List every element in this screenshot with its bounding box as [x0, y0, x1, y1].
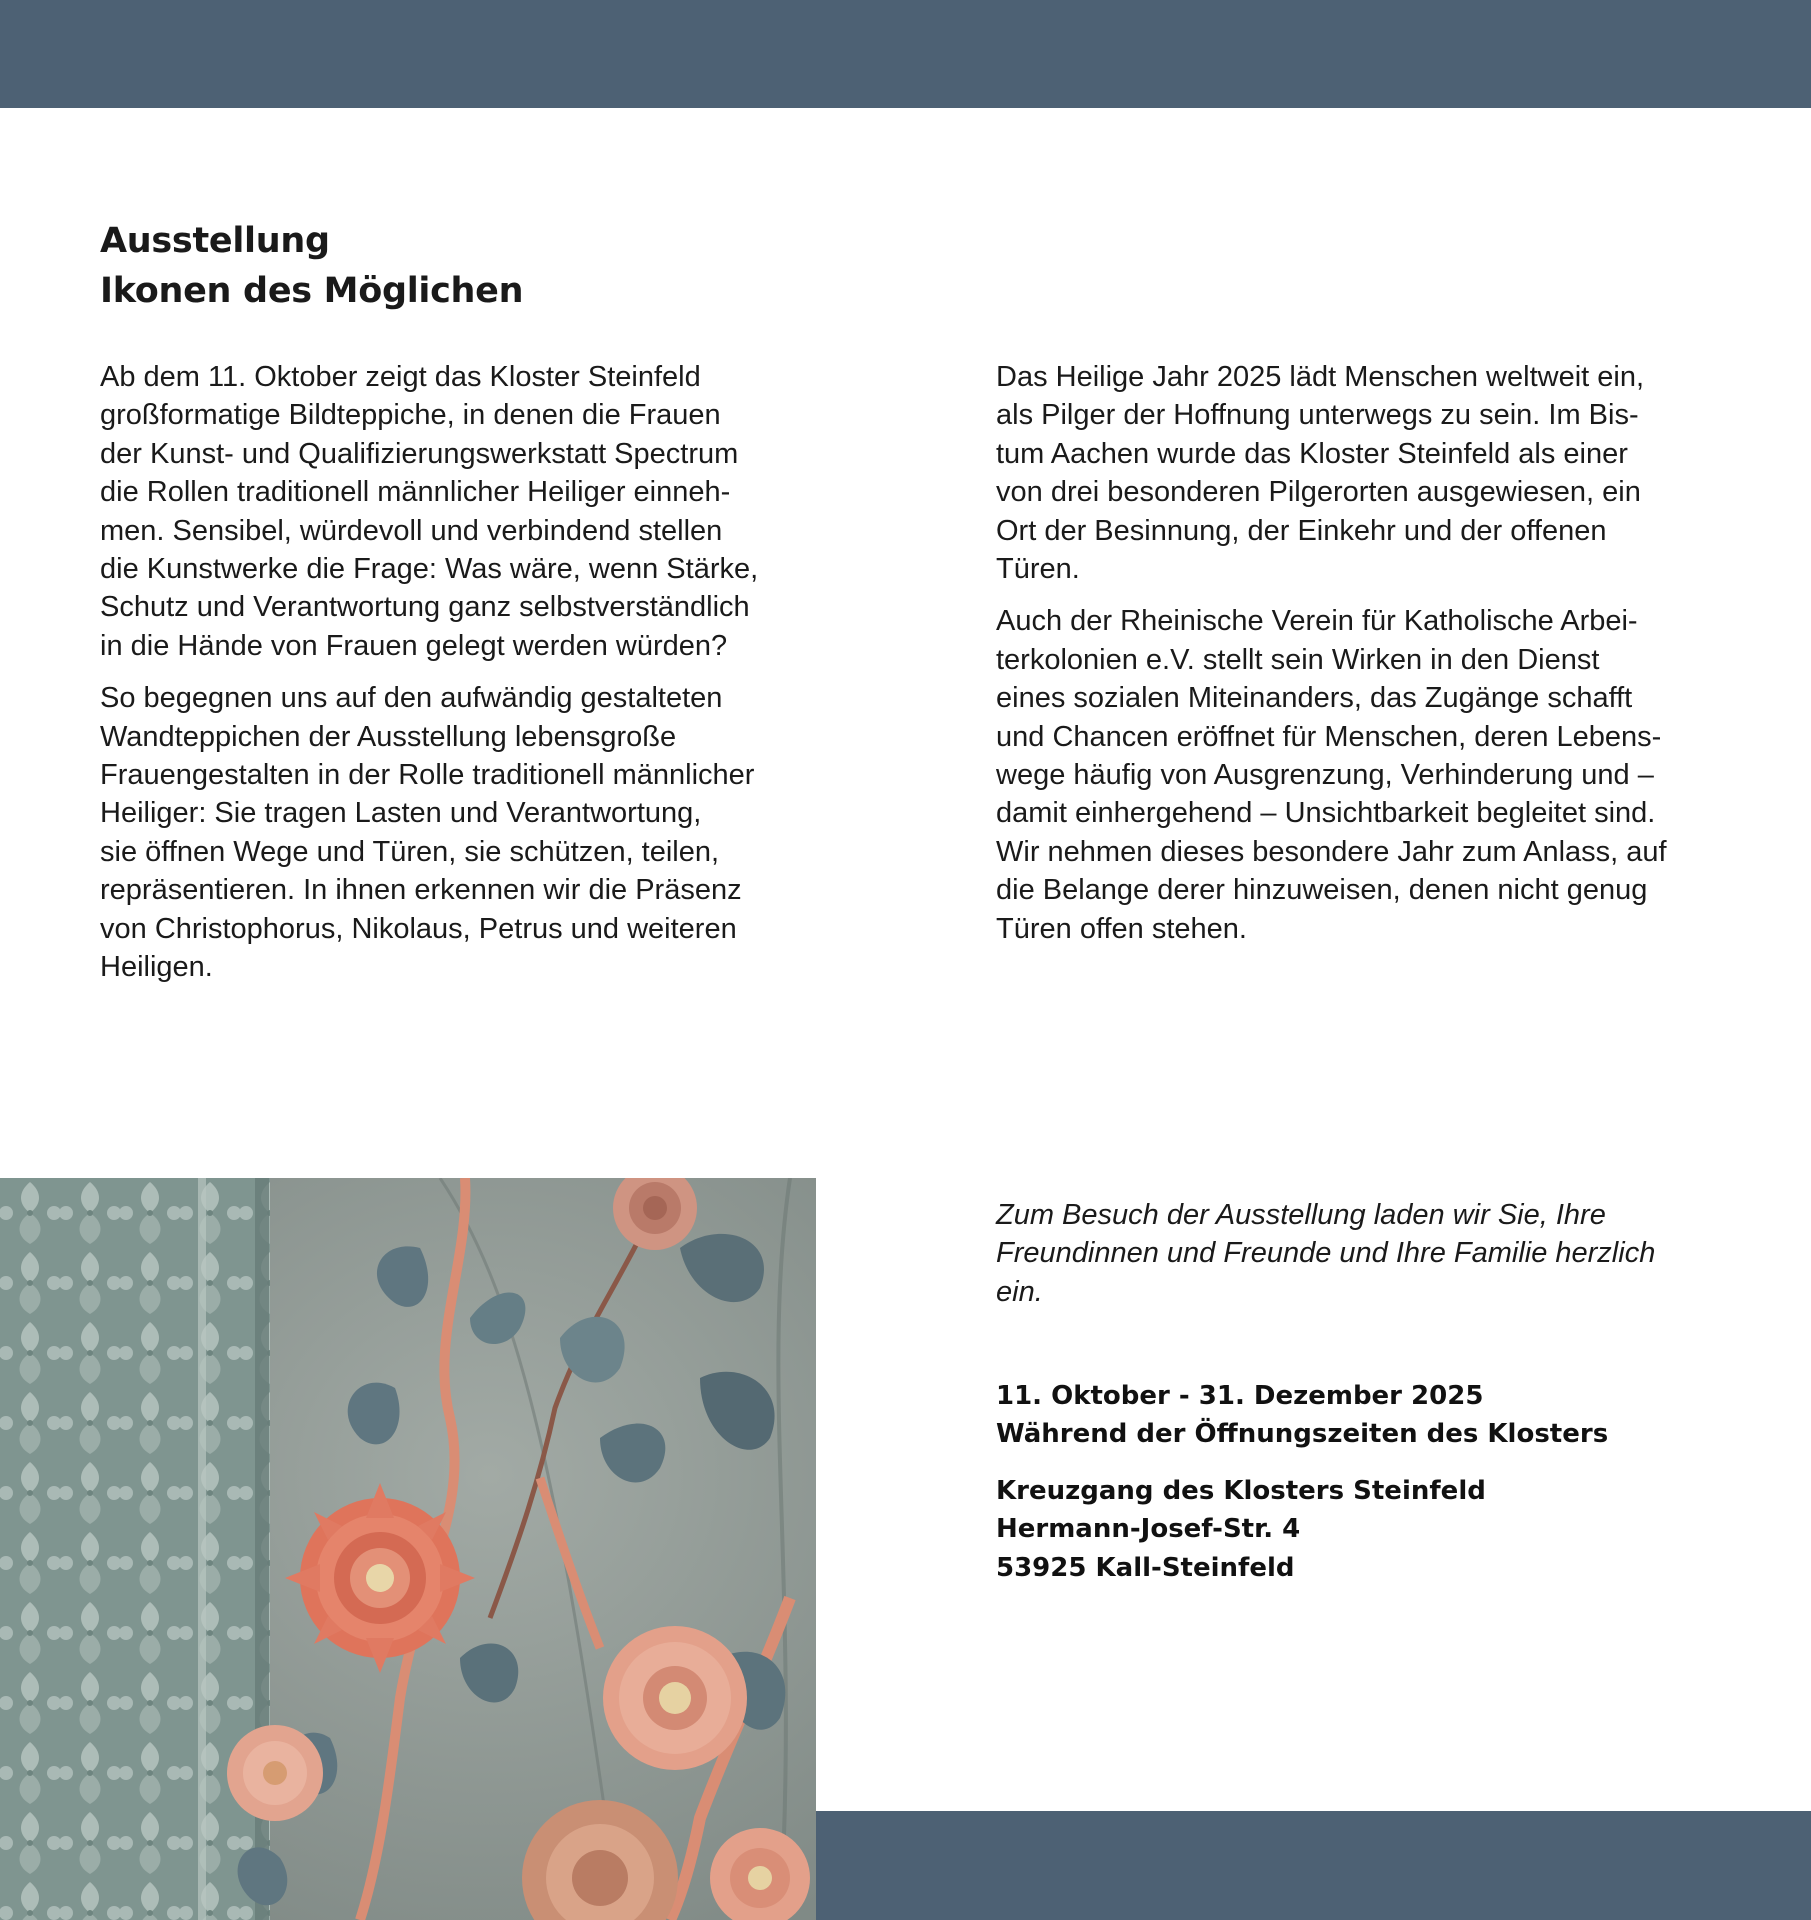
- right-text-column: [996, 358, 1716, 962]
- event-dates: 11. Oktober - 31. Dezember 2025: [996, 1381, 1484, 1411]
- venue-address-block: [996, 1472, 1486, 1587]
- text-line: die Rollen traditionell männlicher Heiliger einneh-: [100, 476, 731, 509]
- invitation-text: [996, 1196, 1655, 1311]
- text-line: terkolonien e.V. stellt sein Wirken in den Dienst: [996, 643, 1600, 676]
- paragraph-4: [996, 602, 1716, 948]
- text-line: Schutz und Verantwortung ganz selbstverständlich: [100, 591, 750, 624]
- text-line: So begegnen uns auf den aufwändig gestalteten: [100, 682, 723, 715]
- top-color-band: [0, 0, 1811, 108]
- venue-street: Hermann-Josef-Str. 4: [996, 1514, 1301, 1545]
- venue-name: Kreuzgang des Klosters Steinfeld: [996, 1476, 1486, 1506]
- text-line: ein.: [996, 1275, 1043, 1308]
- text-line: Das Heilige Jahr 2025 lädt Menschen weltweit ein,: [996, 361, 1645, 393]
- bottom-color-band: [816, 1811, 1811, 1920]
- text-line: damit einhergehend – Unsichtbarkeit begleitet sind.: [996, 797, 1656, 830]
- text-line: als Pilger der Hoffnung unterwegs zu sein. Im Bis-: [996, 399, 1639, 432]
- text-line: großformatige Bildteppiche, in denen die Frauen: [100, 399, 721, 432]
- event-dates-block: [996, 1377, 1608, 1454]
- text-line: Heiliger: Sie tragen Lasten und Verantwortung,: [100, 797, 702, 830]
- left-text-column: [100, 358, 820, 1001]
- page-title: [100, 216, 523, 316]
- text-line: Türen offen stehen.: [996, 912, 1247, 945]
- text-line: Ab dem 11. Oktober zeigt das Kloster Steinfeld: [100, 361, 701, 393]
- text-line: die Belange derer hinzuweisen, denen nicht genug: [996, 874, 1648, 907]
- paragraph-1: [100, 358, 820, 665]
- text-line: Frauengestalten in der Rolle traditionell männlicher: [100, 759, 755, 792]
- venue-city: 53925 Kall-Steinfeld: [996, 1552, 1295, 1583]
- text-line: Wandteppichen der Ausstellung lebensgroße: [100, 720, 677, 753]
- text-line: Wir nehmen dieses besondere Jahr zum Anlass, auf: [996, 835, 1667, 868]
- text-line: und Chancen eröffnet für Menschen, deren Lebens-: [996, 720, 1662, 753]
- paragraph-2: [100, 679, 820, 986]
- text-line: in die Hände von Frauen gelegt werden würden?: [100, 629, 728, 662]
- title-line-2: Ikonen des Möglichen: [100, 271, 524, 311]
- text-line: die Kunstwerke die Frage: Was wäre, wenn Stärke,: [100, 553, 759, 586]
- tapestry-flower-photo: [0, 1178, 816, 1920]
- text-line: Türen.: [996, 553, 1080, 586]
- text-line: tum Aachen wurde das Kloster Steinfeld als einer: [996, 437, 1628, 470]
- title-line-1: Ausstellung: [100, 221, 330, 261]
- text-line: Freundinnen und Freunde und Ihre Familie herzlich: [996, 1237, 1656, 1270]
- text-line: repräsentieren. In ihnen erkennen wir die Präsenz: [100, 874, 742, 907]
- text-line: Heiligen.: [100, 951, 213, 984]
- text-line: der Kunst- und Qualifizierungswerkstatt Spectrum: [100, 437, 739, 470]
- text-line: wege häufig von Ausgrenzung, Verhinderung und –: [996, 759, 1654, 792]
- text-line: von drei besonderen Pilgerorten ausgewiesen, ein: [996, 476, 1641, 509]
- text-line: von Christophorus, Nikolaus, Petrus und weiteren: [100, 912, 737, 945]
- text-line: men. Sensibel, würdevoll und verbindend stellen: [100, 514, 723, 547]
- text-line: Auch der Rheinische Verein für Katholische Arbei-: [996, 605, 1638, 638]
- text-line: Zum Besuch der Ausstellung laden wir Sie, Ihre: [996, 1199, 1606, 1231]
- text-line: eines sozialen Miteinanders, das Zugänge schafft: [996, 682, 1633, 715]
- text-line: Ort der Besinnung, der Einkehr und der offenen: [996, 514, 1607, 547]
- event-hours: Während der Öffnungszeiten des Klosters: [996, 1419, 1609, 1450]
- text-line: sie öffnen Wege und Türen, sie schützen, teilen,: [100, 835, 720, 868]
- paragraph-3: [996, 358, 1716, 588]
